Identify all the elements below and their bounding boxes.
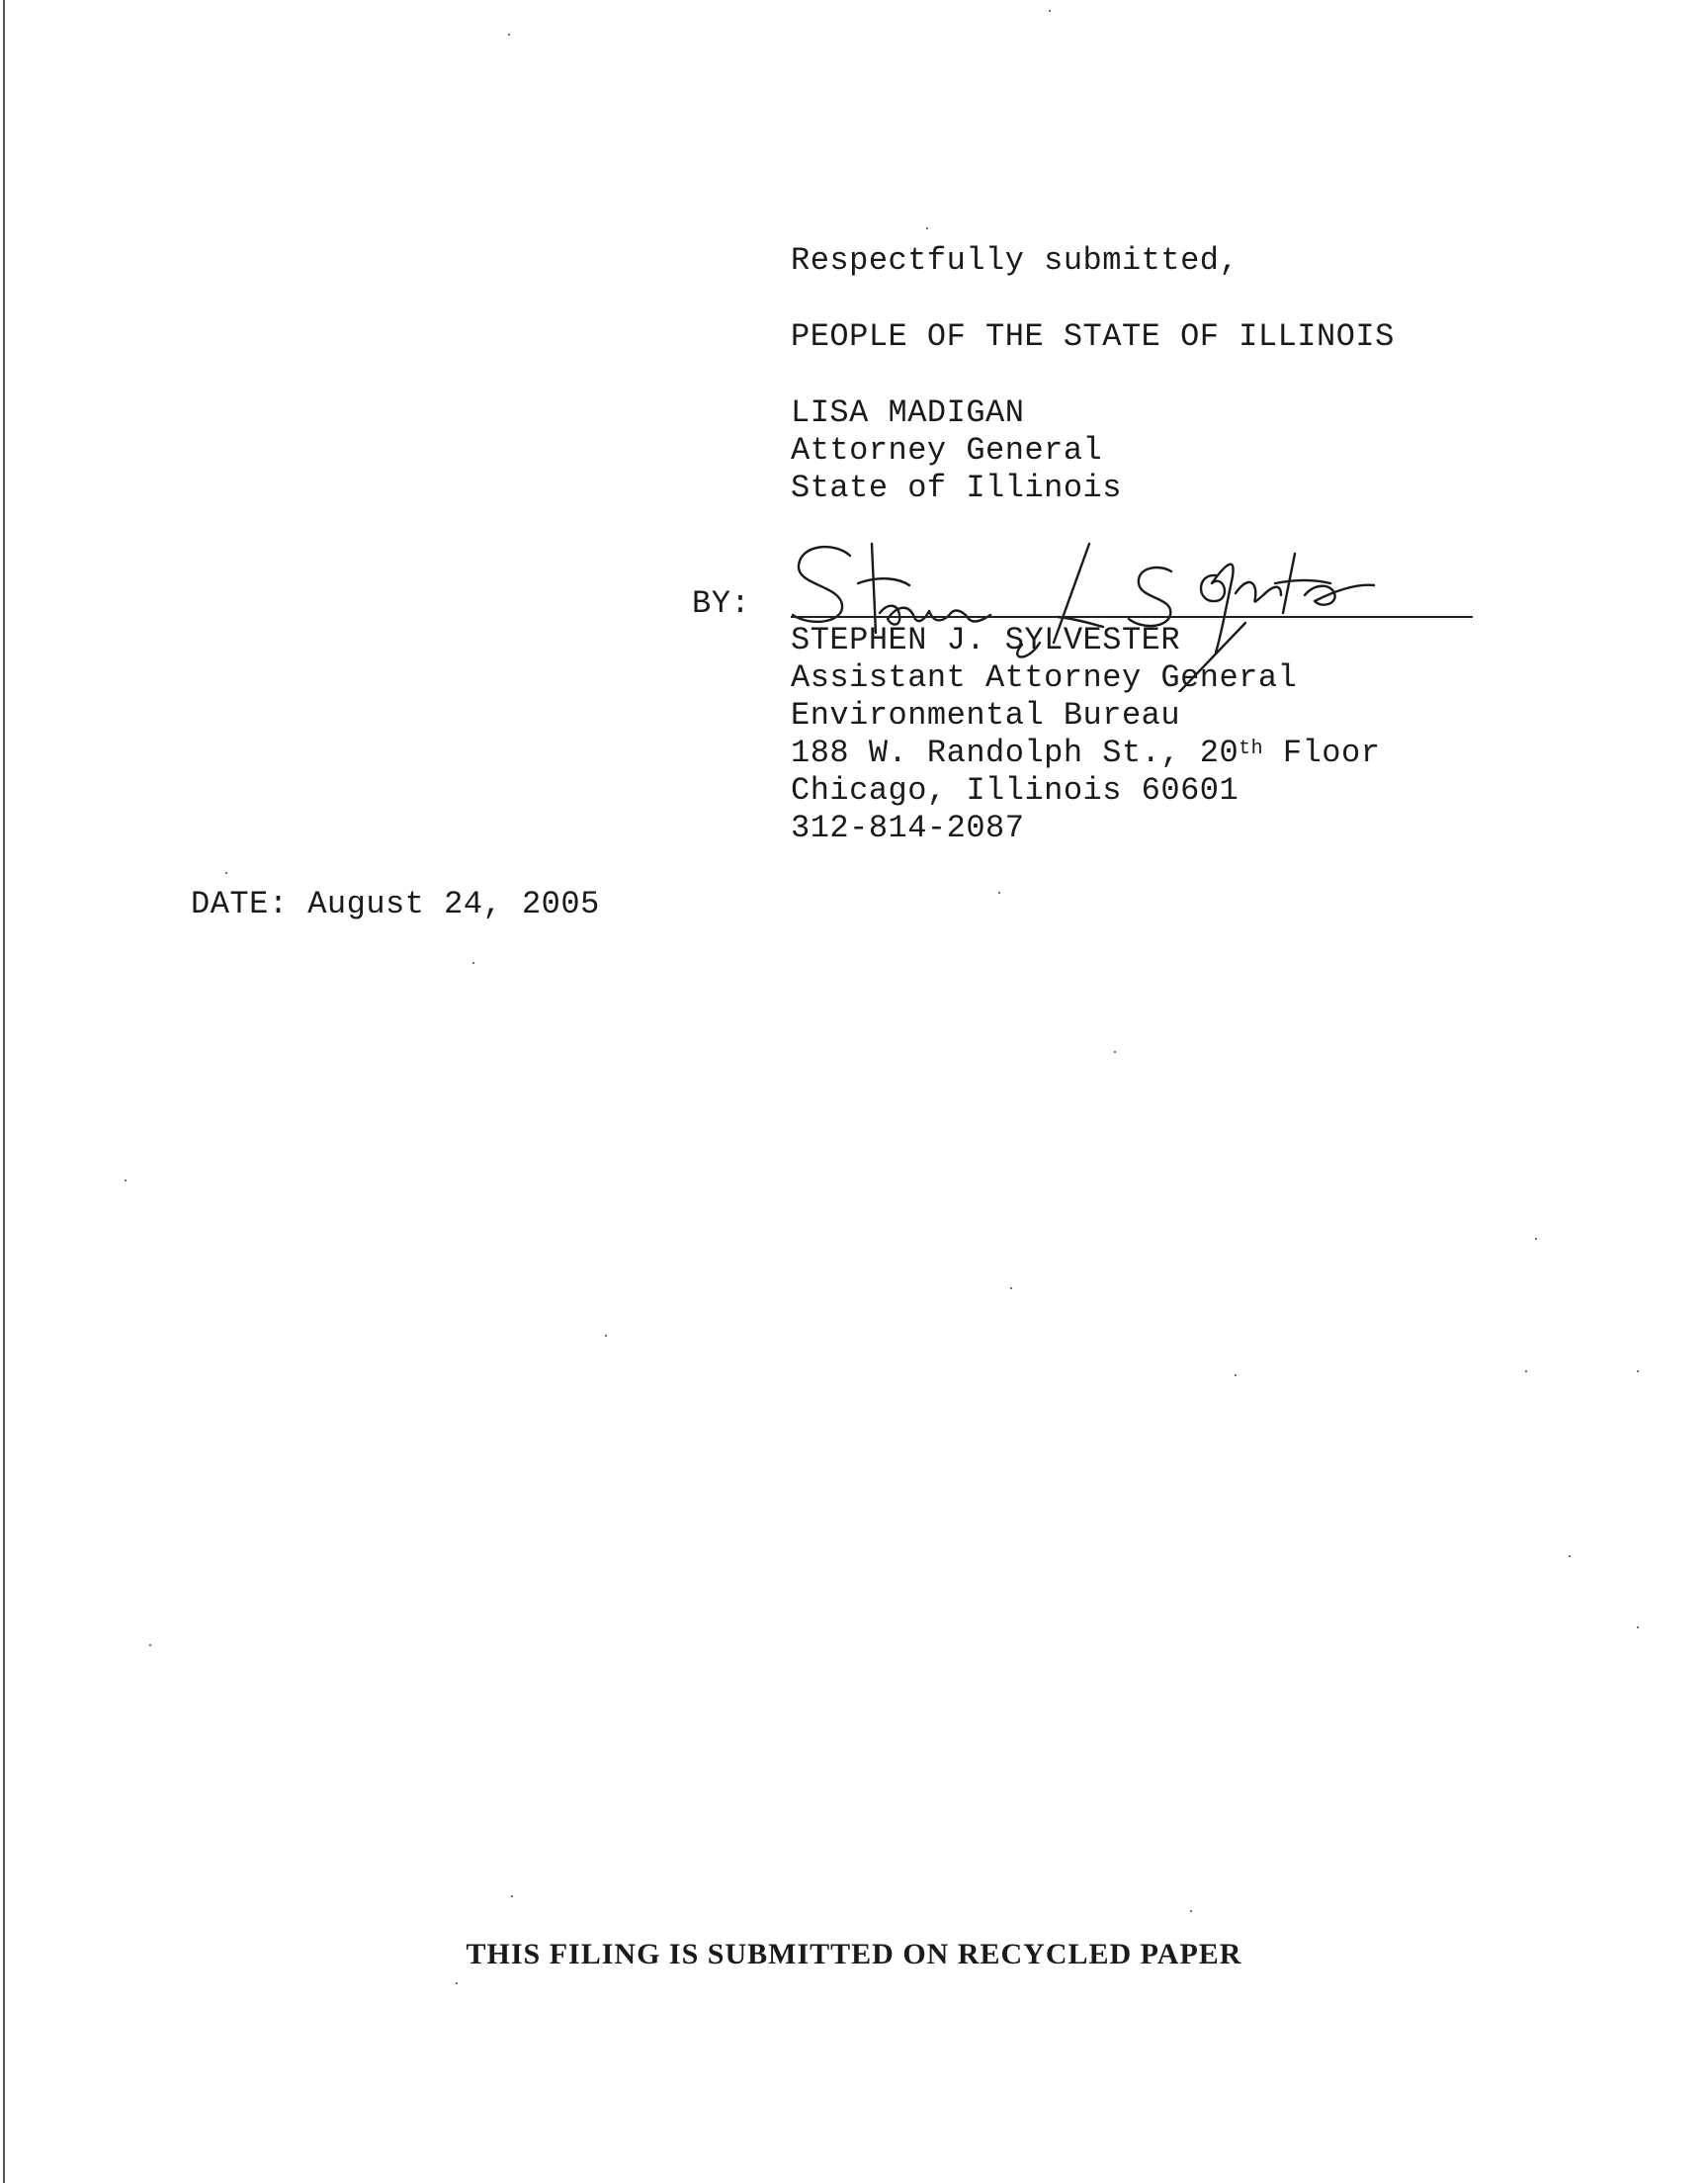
attorney-general-title: Attorney General bbox=[791, 432, 1103, 469]
signer-city: Chicago, Illinois 60601 bbox=[791, 772, 1239, 809]
party-name: PEOPLE OF THE STATE OF ILLINOIS bbox=[791, 318, 1395, 355]
scan-speck bbox=[456, 1982, 458, 1984]
signer-title: Assistant Attorney General bbox=[791, 659, 1298, 696]
scan-speck bbox=[1010, 1287, 1012, 1289]
signer-bureau: Environmental Bureau bbox=[791, 697, 1181, 734]
scan-speck bbox=[1535, 1238, 1537, 1240]
signer-phone: 312-814-2087 bbox=[791, 810, 1025, 846]
scan-speck bbox=[1235, 1374, 1237, 1376]
scan-speck bbox=[225, 872, 227, 874]
scan-speck bbox=[1637, 1626, 1639, 1628]
scan-speck bbox=[998, 892, 1000, 894]
scan-speck bbox=[1569, 1555, 1571, 1557]
scan-speck bbox=[125, 1179, 127, 1181]
scan-speck bbox=[1049, 10, 1051, 12]
signature-line bbox=[791, 616, 1473, 618]
address-suffix: Floor bbox=[1263, 735, 1381, 771]
signer-name: STEPHEN J. SYLVESTER bbox=[791, 622, 1181, 658]
attorney-general-name: LISA MADIGAN bbox=[791, 394, 1025, 431]
scan-speck bbox=[149, 1644, 151, 1646]
by-label: BY: bbox=[692, 585, 751, 622]
attorney-general-state: State of Illinois bbox=[791, 470, 1122, 506]
scan-speck bbox=[1114, 1051, 1116, 1053]
date-line: DATE: August 24, 2005 bbox=[191, 886, 600, 922]
address-ordinal: th bbox=[1238, 738, 1264, 760]
scan-speck bbox=[1190, 1910, 1192, 1912]
scan-edge-line bbox=[3, 0, 5, 2183]
closing-text: Respectfully submitted, bbox=[791, 242, 1239, 279]
scan-speck bbox=[472, 962, 474, 964]
scan-speck bbox=[926, 227, 928, 229]
scan-speck bbox=[1637, 1370, 1639, 1372]
recycled-paper-notice: THIS FILING IS SUBMITTED ON RECYCLED PAPER bbox=[466, 1938, 1242, 1970]
scan-speck bbox=[1525, 1370, 1527, 1372]
scan-speck bbox=[511, 1895, 513, 1897]
scan-speck bbox=[508, 34, 510, 36]
address-prefix: 188 W. Randolph St., 20 bbox=[791, 735, 1239, 771]
scan-speck bbox=[605, 1335, 607, 1337]
signer-address bbox=[791, 735, 1380, 772]
